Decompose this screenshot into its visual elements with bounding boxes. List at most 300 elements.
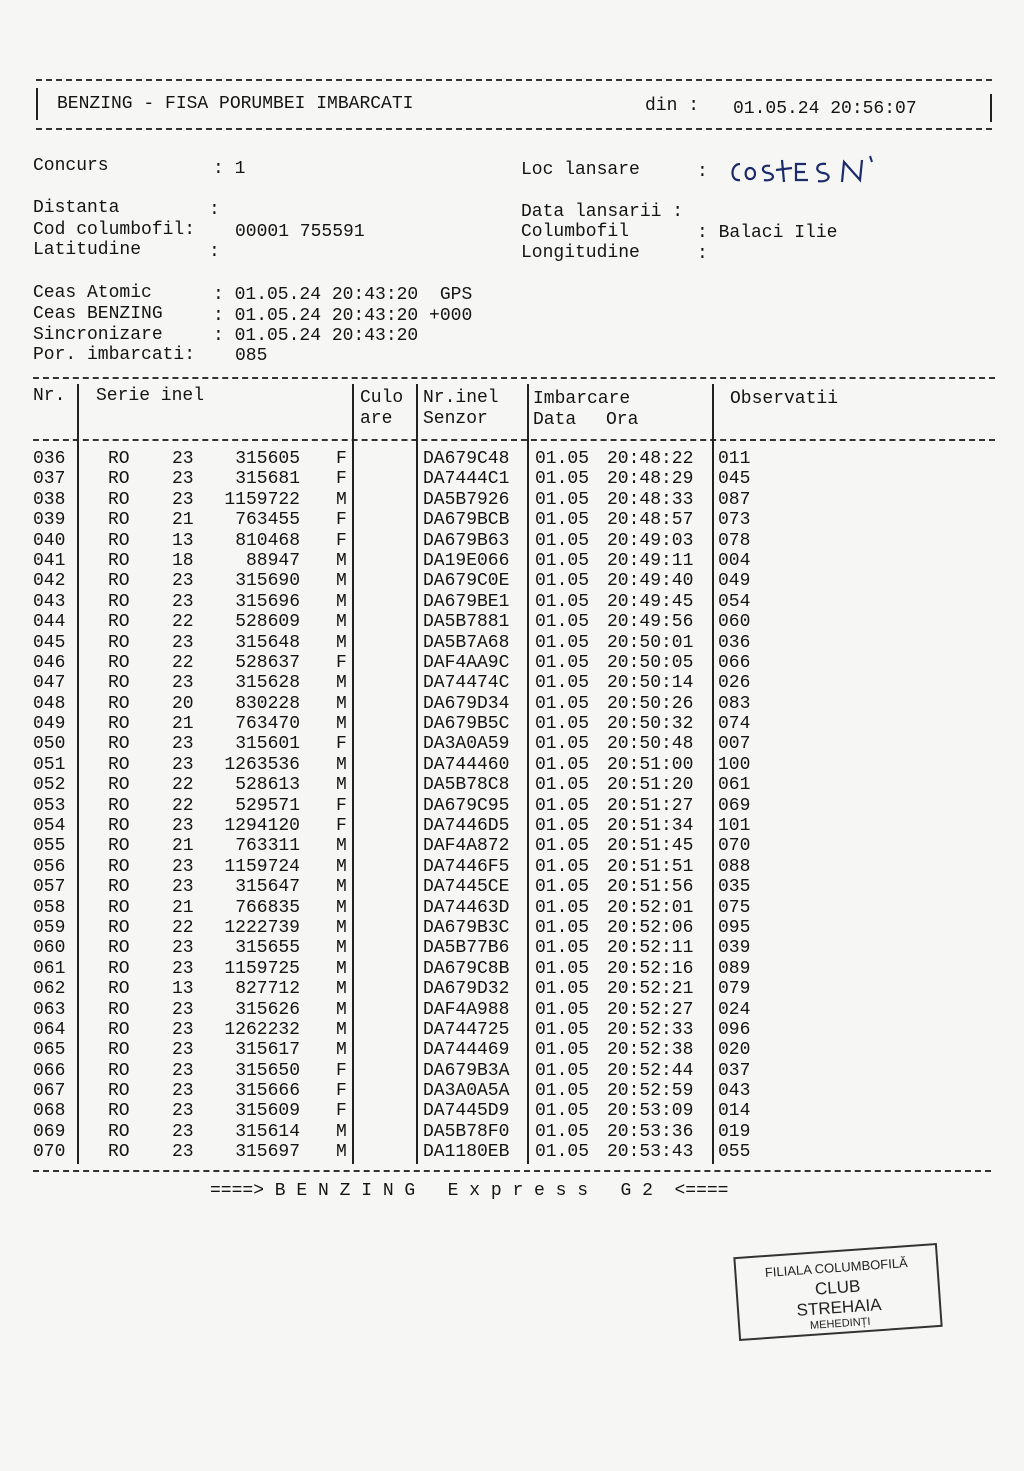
cell-senzor: DA5B7881 bbox=[423, 612, 510, 633]
table-row bbox=[0, 449, 1024, 469]
cell-ora: 20:49:45 bbox=[607, 591, 694, 612]
cell-tara: RO bbox=[108, 775, 130, 796]
cell-ora: 20:52:38 bbox=[607, 1040, 694, 1061]
cell-ora: 20:51:27 bbox=[607, 795, 694, 816]
cell-sex: F bbox=[336, 1060, 347, 1081]
table-row bbox=[0, 836, 1024, 856]
cell-ora: 20:51:20 bbox=[607, 775, 694, 796]
col-header-ora: Ora bbox=[606, 410, 639, 430]
concurs-value: : 1 bbox=[213, 159, 246, 179]
cell-data: 01.05 bbox=[535, 1142, 590, 1163]
cell-tara: RO bbox=[108, 612, 130, 633]
cell-nr: 062 bbox=[33, 979, 66, 1000]
cell-data: 01.05 bbox=[535, 469, 590, 490]
cell-senzor: DA679BE1 bbox=[423, 591, 510, 612]
cell-data: 01.05 bbox=[535, 550, 590, 571]
table-row bbox=[0, 877, 1024, 897]
col-header-nr-inel: Nr.inel bbox=[423, 388, 499, 408]
cell-obs: 083 bbox=[718, 693, 751, 714]
cell-inel: 315628 bbox=[235, 673, 300, 694]
cell-nr: 070 bbox=[33, 1142, 66, 1163]
cell-data: 01.05 bbox=[535, 754, 590, 775]
cell-ora: 20:52:59 bbox=[607, 1081, 694, 1102]
col-header-imbarcare: Imbarcare bbox=[533, 389, 631, 409]
cell-tara: RO bbox=[108, 550, 130, 571]
cell-senzor: DA679B63 bbox=[423, 530, 510, 551]
cell-obs: 011 bbox=[718, 449, 751, 469]
table-row bbox=[0, 612, 1024, 632]
cell-tara: RO bbox=[108, 816, 130, 837]
stamp-line-4: MEHEDINȚI bbox=[809, 1315, 871, 1333]
cell-obs: 024 bbox=[718, 999, 751, 1020]
sincronizare-value: : 01.05.24 20:43:20 bbox=[213, 326, 419, 346]
cell-sex: M bbox=[336, 958, 347, 979]
cell-inel: 763455 bbox=[235, 510, 300, 531]
cell-data: 01.05 bbox=[535, 714, 590, 735]
cell-data: 01.05 bbox=[535, 591, 590, 612]
cell-senzor: DA7445D9 bbox=[423, 1101, 510, 1122]
din-label: din : bbox=[645, 96, 700, 116]
cell-ora: 20:53:09 bbox=[607, 1101, 694, 1122]
table-row bbox=[0, 755, 1024, 775]
cell-sex: M bbox=[336, 489, 347, 510]
cell-obs: 100 bbox=[718, 754, 751, 775]
cell-data: 01.05 bbox=[535, 775, 590, 796]
cell-inel: 315648 bbox=[235, 632, 300, 653]
cell-ora: 20:49:03 bbox=[607, 530, 694, 551]
cell-nr: 047 bbox=[33, 673, 66, 694]
cell-tara: RO bbox=[108, 693, 130, 714]
cell-tara: RO bbox=[108, 714, 130, 735]
title-bottom-rule bbox=[36, 128, 992, 130]
cell-an: 23 bbox=[172, 632, 194, 653]
cell-ora: 20:53:36 bbox=[607, 1121, 694, 1142]
cell-an: 23 bbox=[172, 877, 194, 898]
cell-ora: 20:48:22 bbox=[607, 449, 694, 469]
cell-an: 23 bbox=[172, 1101, 194, 1122]
cell-senzor: DA3A0A5A bbox=[423, 1081, 510, 1102]
cell-sex: M bbox=[336, 550, 347, 571]
cell-nr: 044 bbox=[33, 612, 66, 633]
cell-tara: RO bbox=[108, 449, 130, 469]
cell-obs: 101 bbox=[718, 816, 751, 837]
cell-sex: M bbox=[336, 1142, 347, 1163]
cell-tara: RO bbox=[108, 795, 130, 816]
cell-sex: M bbox=[336, 775, 347, 796]
cod-columbofil-label: Cod columbofil: bbox=[33, 220, 196, 240]
cell-an: 23 bbox=[172, 571, 194, 592]
cell-data: 01.05 bbox=[535, 693, 590, 714]
cell-nr: 053 bbox=[33, 795, 66, 816]
columbofil-label: Columbofil bbox=[521, 222, 630, 242]
cell-sex: M bbox=[336, 1019, 347, 1040]
table-row bbox=[0, 1061, 1024, 1081]
cell-sex: F bbox=[336, 1081, 347, 1102]
cell-obs: 055 bbox=[718, 1142, 751, 1163]
cell-inel: 315601 bbox=[235, 734, 300, 755]
cell-nr: 064 bbox=[33, 1019, 66, 1040]
col-header-senzor: Senzor bbox=[423, 409, 488, 429]
cell-an: 23 bbox=[172, 1019, 194, 1040]
cell-ora: 20:53:43 bbox=[607, 1142, 694, 1163]
cell-sex: M bbox=[336, 714, 347, 735]
cell-inel: 763470 bbox=[235, 714, 300, 735]
cell-data: 01.05 bbox=[535, 1101, 590, 1122]
cell-inel: 1159725 bbox=[224, 958, 300, 979]
cell-inel: 315626 bbox=[235, 999, 300, 1020]
cell-ora: 20:51:00 bbox=[607, 754, 694, 775]
cell-an: 22 bbox=[172, 612, 194, 633]
cell-an: 21 bbox=[172, 510, 194, 531]
cell-ora: 20:52:33 bbox=[607, 1019, 694, 1040]
cell-data: 01.05 bbox=[535, 489, 590, 510]
cell-senzor: DA679B3A bbox=[423, 1060, 510, 1081]
cell-senzor: DA679B5C bbox=[423, 714, 510, 735]
cell-nr: 048 bbox=[33, 693, 66, 714]
cell-an: 23 bbox=[172, 734, 194, 755]
cell-obs: 095 bbox=[718, 917, 751, 938]
cell-an: 23 bbox=[172, 816, 194, 837]
table-row bbox=[0, 938, 1024, 958]
cell-nr: 063 bbox=[33, 999, 66, 1020]
cell-tara: RO bbox=[108, 591, 130, 612]
cell-an: 21 bbox=[172, 714, 194, 735]
concurs-label: Concurs bbox=[33, 156, 109, 176]
cell-nr: 051 bbox=[33, 754, 66, 775]
table-row bbox=[0, 633, 1024, 653]
cell-nr: 058 bbox=[33, 897, 66, 918]
cell-data: 01.05 bbox=[535, 1121, 590, 1142]
cell-senzor: DA7446F5 bbox=[423, 856, 510, 877]
ceas-atomic-label: Ceas Atomic bbox=[33, 283, 152, 303]
cell-senzor: DA5B77B6 bbox=[423, 938, 510, 959]
cell-senzor: DA679C48 bbox=[423, 449, 510, 469]
cell-senzor: DA679B3C bbox=[423, 917, 510, 938]
cell-inel: 315655 bbox=[235, 938, 300, 959]
cell-data: 01.05 bbox=[535, 877, 590, 898]
cell-ora: 20:52:21 bbox=[607, 979, 694, 1000]
cell-obs: 007 bbox=[718, 734, 751, 755]
table-row bbox=[0, 1000, 1024, 1020]
footer-benzing-express: ====> B E N Z I N G E x p r e s s G 2 <==== bbox=[210, 1181, 729, 1201]
cell-sex: M bbox=[336, 673, 347, 694]
cell-tara: RO bbox=[108, 979, 130, 1000]
cell-an: 22 bbox=[172, 795, 194, 816]
cell-inel: 315650 bbox=[235, 1060, 300, 1081]
cell-senzor: DAF4A988 bbox=[423, 999, 510, 1020]
cell-inel: 810468 bbox=[235, 530, 300, 551]
col-header-culo: Culo bbox=[360, 388, 404, 408]
table-row bbox=[0, 979, 1024, 999]
cell-obs: 020 bbox=[718, 1040, 751, 1061]
cell-tara: RO bbox=[108, 652, 130, 673]
cell-nr: 067 bbox=[33, 1081, 66, 1102]
cell-data: 01.05 bbox=[535, 673, 590, 694]
cell-inel: 827712 bbox=[235, 979, 300, 1000]
cell-data: 01.05 bbox=[535, 449, 590, 469]
por-imbarcati-value: 085 bbox=[235, 346, 268, 366]
cell-an: 23 bbox=[172, 754, 194, 775]
cell-obs: 026 bbox=[718, 673, 751, 694]
longitudine-label: Longitudine bbox=[521, 243, 640, 263]
cell-data: 01.05 bbox=[535, 897, 590, 918]
cell-sex: M bbox=[336, 877, 347, 898]
table-row bbox=[0, 1142, 1024, 1162]
cell-nr: 061 bbox=[33, 958, 66, 979]
cell-an: 13 bbox=[172, 979, 194, 1000]
cell-inel: 1222739 bbox=[224, 917, 300, 938]
cell-inel: 315647 bbox=[235, 877, 300, 898]
cell-obs: 036 bbox=[718, 632, 751, 653]
cell-data: 01.05 bbox=[535, 652, 590, 673]
col-header-data: Data bbox=[533, 410, 577, 430]
cell-sex: F bbox=[336, 652, 347, 673]
cell-nr: 043 bbox=[33, 591, 66, 612]
cell-tara: RO bbox=[108, 734, 130, 755]
cell-nr: 068 bbox=[33, 1101, 66, 1122]
col-header-nr: Nr. bbox=[33, 386, 66, 406]
cell-tara: RO bbox=[108, 1142, 130, 1163]
distanta-value: : bbox=[209, 200, 220, 220]
sincronizare-label: Sincronizare bbox=[33, 325, 163, 345]
cell-data: 01.05 bbox=[535, 917, 590, 938]
cell-ora: 20:48:33 bbox=[607, 489, 694, 510]
cell-tara: RO bbox=[108, 571, 130, 592]
cell-nr: 050 bbox=[33, 734, 66, 755]
table-row bbox=[0, 673, 1024, 693]
cell-inel: 315681 bbox=[235, 469, 300, 490]
cell-nr: 056 bbox=[33, 856, 66, 877]
cell-senzor: DA744725 bbox=[423, 1019, 510, 1040]
cell-obs: 079 bbox=[718, 979, 751, 1000]
cell-tara: RO bbox=[108, 530, 130, 551]
cell-nr: 054 bbox=[33, 816, 66, 837]
cell-sex: F bbox=[336, 816, 347, 837]
cell-ora: 20:52:16 bbox=[607, 958, 694, 979]
longitudine-value: : bbox=[697, 244, 708, 264]
cell-sex: M bbox=[336, 856, 347, 877]
cell-data: 01.05 bbox=[535, 979, 590, 1000]
cell-ora: 20:51:56 bbox=[607, 877, 694, 898]
cell-obs: 043 bbox=[718, 1081, 751, 1102]
cell-an: 21 bbox=[172, 836, 194, 857]
cell-data: 01.05 bbox=[535, 1060, 590, 1081]
cell-data: 01.05 bbox=[535, 958, 590, 979]
cell-inel: 315696 bbox=[235, 591, 300, 612]
handwritten-location-signature bbox=[726, 152, 896, 196]
cell-an: 21 bbox=[172, 897, 194, 918]
cell-nr: 045 bbox=[33, 632, 66, 653]
cell-obs: 088 bbox=[718, 856, 751, 877]
cell-inel: 1262232 bbox=[224, 1019, 300, 1040]
report-title: BENZING - FISA PORUMBEI IMBARCATI bbox=[57, 94, 414, 114]
cell-ora: 20:50:05 bbox=[607, 652, 694, 673]
cell-ora: 20:50:32 bbox=[607, 714, 694, 735]
cell-ora: 20:52:06 bbox=[607, 917, 694, 938]
cell-nr: 057 bbox=[33, 877, 66, 898]
cell-data: 01.05 bbox=[535, 571, 590, 592]
cell-ora: 20:50:14 bbox=[607, 673, 694, 694]
cell-inel: 529571 bbox=[235, 795, 300, 816]
cell-nr: 037 bbox=[33, 469, 66, 490]
cell-data: 01.05 bbox=[535, 856, 590, 877]
cell-inel: 315697 bbox=[235, 1142, 300, 1163]
cell-nr: 039 bbox=[33, 510, 66, 531]
table-top-rule bbox=[33, 377, 995, 379]
columbofil-value: : Balaci Ilie bbox=[697, 223, 838, 243]
cell-sex: M bbox=[336, 979, 347, 1000]
cell-tara: RO bbox=[108, 938, 130, 959]
cell-tara: RO bbox=[108, 1121, 130, 1142]
cell-data: 01.05 bbox=[535, 734, 590, 755]
data-lansarii-label: Data lansarii : bbox=[521, 202, 684, 222]
cell-obs: 014 bbox=[718, 1101, 751, 1122]
latitudine-label: Latitudine bbox=[33, 240, 142, 260]
cell-obs: 075 bbox=[718, 897, 751, 918]
cell-ora: 20:51:45 bbox=[607, 836, 694, 857]
cell-data: 01.05 bbox=[535, 1040, 590, 1061]
report-datetime: 01.05.24 20:56:07 bbox=[733, 99, 917, 119]
cell-obs: 078 bbox=[718, 530, 751, 551]
cell-tara: RO bbox=[108, 1040, 130, 1061]
cell-ora: 20:51:51 bbox=[607, 856, 694, 877]
table-row bbox=[0, 1020, 1024, 1040]
cell-ora: 20:50:01 bbox=[607, 632, 694, 653]
cell-obs: 045 bbox=[718, 469, 751, 490]
table-row bbox=[0, 857, 1024, 877]
cell-an: 23 bbox=[172, 958, 194, 979]
cell-senzor: DA5B78C8 bbox=[423, 775, 510, 796]
cell-sex: F bbox=[336, 795, 347, 816]
cell-inel: 763311 bbox=[235, 836, 300, 857]
cell-senzor: DA74474C bbox=[423, 673, 510, 694]
cell-inel: 830228 bbox=[235, 693, 300, 714]
cell-tara: RO bbox=[108, 754, 130, 775]
cell-an: 22 bbox=[172, 652, 194, 673]
cell-inel: 766835 bbox=[235, 897, 300, 918]
cell-senzor: DA19E066 bbox=[423, 550, 510, 571]
title-top-rule bbox=[36, 79, 992, 81]
cell-nr: 038 bbox=[33, 489, 66, 510]
cell-ora: 20:51:34 bbox=[607, 816, 694, 837]
cell-senzor: DA5B78F0 bbox=[423, 1121, 510, 1142]
cell-an: 22 bbox=[172, 917, 194, 938]
cell-data: 01.05 bbox=[535, 612, 590, 633]
cell-sex: F bbox=[336, 530, 347, 551]
cell-an: 23 bbox=[172, 1121, 194, 1142]
cell-data: 01.05 bbox=[535, 938, 590, 959]
cell-inel: 315617 bbox=[235, 1040, 300, 1061]
cell-sex: M bbox=[336, 1121, 347, 1142]
cell-an: 23 bbox=[172, 1060, 194, 1081]
table-header-rule bbox=[33, 439, 995, 441]
cell-data: 01.05 bbox=[535, 632, 590, 653]
cell-sex: M bbox=[336, 632, 347, 653]
table-row bbox=[0, 571, 1024, 591]
cell-an: 23 bbox=[172, 856, 194, 877]
cell-an: 18 bbox=[172, 550, 194, 571]
table-row bbox=[0, 714, 1024, 734]
cell-an: 23 bbox=[172, 673, 194, 694]
table-row bbox=[0, 1040, 1024, 1060]
cell-inel: 315690 bbox=[235, 571, 300, 592]
cell-inel: 315609 bbox=[235, 1101, 300, 1122]
table-row bbox=[0, 1081, 1024, 1101]
cell-senzor: DA679D32 bbox=[423, 979, 510, 1000]
cell-ora: 20:48:29 bbox=[607, 469, 694, 490]
cell-nr: 042 bbox=[33, 571, 66, 592]
cell-tara: RO bbox=[108, 1019, 130, 1040]
cell-tara: RO bbox=[108, 1060, 130, 1081]
cell-tara: RO bbox=[108, 469, 130, 490]
cell-senzor: DA679BCB bbox=[423, 510, 510, 531]
cell-senzor: DAF4AA9C bbox=[423, 652, 510, 673]
cell-senzor: DA679C95 bbox=[423, 795, 510, 816]
col-header-observatii: Observatii bbox=[730, 389, 839, 409]
cell-obs: 061 bbox=[718, 775, 751, 796]
loc-lansare-sep: : bbox=[697, 162, 708, 182]
stamp-line-2: CLUB bbox=[814, 1276, 861, 1299]
cell-sex: F bbox=[336, 510, 347, 531]
loc-lansare-label: Loc lansare bbox=[521, 160, 640, 180]
cell-senzor: DA744469 bbox=[423, 1040, 510, 1061]
cell-nr: 065 bbox=[33, 1040, 66, 1061]
cell-data: 01.05 bbox=[535, 795, 590, 816]
cell-tara: RO bbox=[108, 489, 130, 510]
cell-nr: 046 bbox=[33, 652, 66, 673]
table-row bbox=[0, 918, 1024, 938]
cell-inel: 1159722 bbox=[224, 489, 300, 510]
cell-senzor: DA7445CE bbox=[423, 877, 510, 898]
cell-tara: RO bbox=[108, 917, 130, 938]
cell-sex: F bbox=[336, 469, 347, 490]
cell-obs: 060 bbox=[718, 612, 751, 633]
table-row bbox=[0, 1101, 1024, 1121]
stamp-line-3: STREHAIA bbox=[796, 1295, 883, 1320]
cod-columbofil-value: 00001 755591 bbox=[235, 222, 365, 242]
cell-sex: F bbox=[336, 734, 347, 755]
cell-tara: RO bbox=[108, 958, 130, 979]
table-row bbox=[0, 775, 1024, 795]
cell-sex: M bbox=[336, 917, 347, 938]
cell-obs: 019 bbox=[718, 1121, 751, 1142]
table-row bbox=[0, 694, 1024, 714]
distanta-label: Distanta bbox=[33, 198, 120, 218]
cell-obs: 096 bbox=[718, 1019, 751, 1040]
cell-an: 13 bbox=[172, 530, 194, 551]
cell-obs: 073 bbox=[718, 510, 751, 531]
table-row bbox=[0, 816, 1024, 836]
cell-inel: 528609 bbox=[235, 612, 300, 633]
cell-nr: 049 bbox=[33, 714, 66, 735]
cell-senzor: DA3A0A59 bbox=[423, 734, 510, 755]
cell-ora: 20:48:57 bbox=[607, 510, 694, 531]
cell-inel: 315666 bbox=[235, 1081, 300, 1102]
cell-ora: 20:50:48 bbox=[607, 734, 694, 755]
cell-obs: 087 bbox=[718, 489, 751, 510]
cell-sex: M bbox=[336, 938, 347, 959]
ceas-benzing-label: Ceas BENZING bbox=[33, 304, 163, 324]
cell-nr: 059 bbox=[33, 917, 66, 938]
cell-data: 01.05 bbox=[535, 510, 590, 531]
por-imbarcati-label: Por. imbarcati: bbox=[33, 345, 196, 365]
cell-an: 23 bbox=[172, 449, 194, 469]
cell-nr: 066 bbox=[33, 1060, 66, 1081]
cell-ora: 20:52:11 bbox=[607, 938, 694, 959]
cell-senzor: DA679C8B bbox=[423, 958, 510, 979]
cell-nr: 052 bbox=[33, 775, 66, 796]
cell-sex: M bbox=[336, 836, 347, 857]
